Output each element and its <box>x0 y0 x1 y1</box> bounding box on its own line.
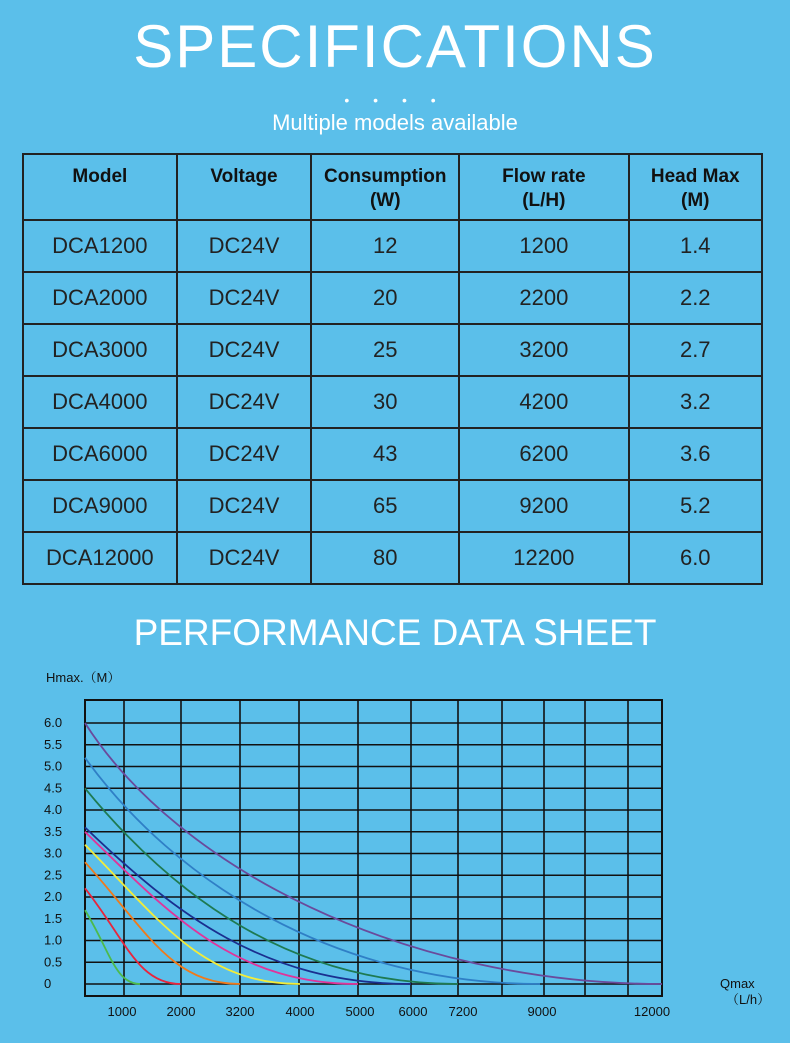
table-row <box>23 220 762 272</box>
cell-consumption: 25 <box>311 324 459 376</box>
x-axis-unit-label: （L/h） <box>726 992 771 1007</box>
cell-model: DCA2000 <box>23 272 177 324</box>
col-header-flow-rate: Flow rate (L/H) <box>459 154 628 220</box>
y-tick-label: 1.0 <box>44 932 63 948</box>
y-tick-label: 5.0 <box>44 758 63 774</box>
curve-dca9000 <box>85 758 540 984</box>
x-tick-label: 1000 <box>107 1004 137 1019</box>
cell-consumption: 30 <box>311 376 459 428</box>
y-tick-label: 3.0 <box>44 845 63 861</box>
cell-flow-rate: 4200 <box>459 376 628 428</box>
col-header-head-max: Head Max (M) <box>629 154 763 220</box>
cell-head-max: 1.4 <box>629 220 763 272</box>
cell-voltage: DC24V <box>177 532 312 584</box>
cell-flow-rate: 2200 <box>459 272 628 324</box>
cell-head-max: 2.2 <box>629 272 763 324</box>
cell-consumption: 12 <box>311 220 459 272</box>
y-tick-label: 4.5 <box>44 780 63 796</box>
cell-flow-rate: 12200 <box>459 532 628 584</box>
cell-consumption: 43 <box>311 428 459 480</box>
y-tick-label: 4.0 <box>44 802 63 817</box>
x-tick-label: 9000 <box>527 1004 557 1019</box>
table-row <box>23 428 762 480</box>
cell-voltage: DC24V <box>177 480 312 532</box>
page-title: SPECIFICATIONS <box>133 13 657 80</box>
table-row <box>23 376 762 428</box>
y-tick-label: 0 <box>44 976 52 991</box>
cell-voltage: DC24V <box>177 376 312 428</box>
spec-table <box>22 153 763 585</box>
cell-model: DCA9000 <box>23 480 177 532</box>
table-row <box>23 324 762 376</box>
cell-flow-rate: 3200 <box>459 324 628 376</box>
cell-head-max: 3.2 <box>629 376 763 428</box>
col-header-model: Model <box>23 154 177 220</box>
x-tick-label: 6000 <box>398 1004 428 1019</box>
spec-table-header <box>23 154 762 220</box>
cell-flow-rate: 9200 <box>459 480 628 532</box>
cell-head-max: 2.7 <box>629 324 763 376</box>
col-header-voltage: Voltage <box>177 154 312 220</box>
x-tick-label: 7200 <box>448 1004 478 1019</box>
cell-model: DCA4000 <box>23 376 177 428</box>
x-axis-label: Qmax <box>720 976 755 991</box>
x-tick-label: 3200 <box>225 1004 255 1019</box>
cell-model: DCA12000 <box>23 532 177 584</box>
table-row <box>23 272 762 324</box>
x-tick-label: 5000 <box>345 1004 375 1019</box>
x-tick-labels <box>108 1004 671 1019</box>
performance-chart <box>0 660 790 1043</box>
cell-voltage: DC24V <box>177 220 312 272</box>
y-tick-label: 2.0 <box>44 889 63 904</box>
x-tick-label: 4000 <box>285 1004 315 1019</box>
table-row <box>23 532 762 584</box>
cell-voltage: DC24V <box>177 324 312 376</box>
cell-consumption: 20 <box>311 272 459 324</box>
curve-dca1200 <box>85 910 140 984</box>
cell-model: DCA1200 <box>23 220 177 272</box>
cell-head-max: 5.2 <box>629 480 763 532</box>
y-tick-label: 6.0 <box>44 715 63 730</box>
decorative-dots: • • • • <box>344 92 446 108</box>
cell-model: DCA6000 <box>23 428 177 480</box>
performance-title: PERFORMANCE DATA SHEET <box>133 612 657 653</box>
table-row <box>23 480 762 532</box>
x-tick-label: 2000 <box>166 1004 196 1019</box>
cell-consumption: 80 <box>311 532 459 584</box>
col-header-consumption: Consumption (W) <box>311 154 459 220</box>
chart-grid <box>85 700 662 996</box>
y-tick-label: 5.5 <box>44 736 63 752</box>
cell-flow-rate: 1200 <box>459 220 628 272</box>
y-tick-label: 2.5 <box>44 867 63 883</box>
y-tick-label: 0.5 <box>44 954 63 970</box>
cell-flow-rate: 6200 <box>459 428 628 480</box>
cell-head-max: 6.0 <box>629 532 763 584</box>
cell-consumption: 65 <box>311 480 459 532</box>
cell-model: DCA3000 <box>23 324 177 376</box>
x-tick-label: 12000 <box>633 1004 671 1019</box>
cell-voltage: DC24V <box>177 428 312 480</box>
cell-voltage: DC24V <box>177 272 312 324</box>
y-axis-label: Hmax.（M） <box>46 670 121 685</box>
y-tick-labels <box>44 715 62 991</box>
page-subtitle: Multiple models available <box>272 110 518 135</box>
cell-head-max: 3.6 <box>629 428 763 480</box>
curve-dca4000 <box>85 845 300 984</box>
y-tick-label: 1.5 <box>44 910 63 926</box>
y-tick-label: 3.5 <box>44 823 63 839</box>
